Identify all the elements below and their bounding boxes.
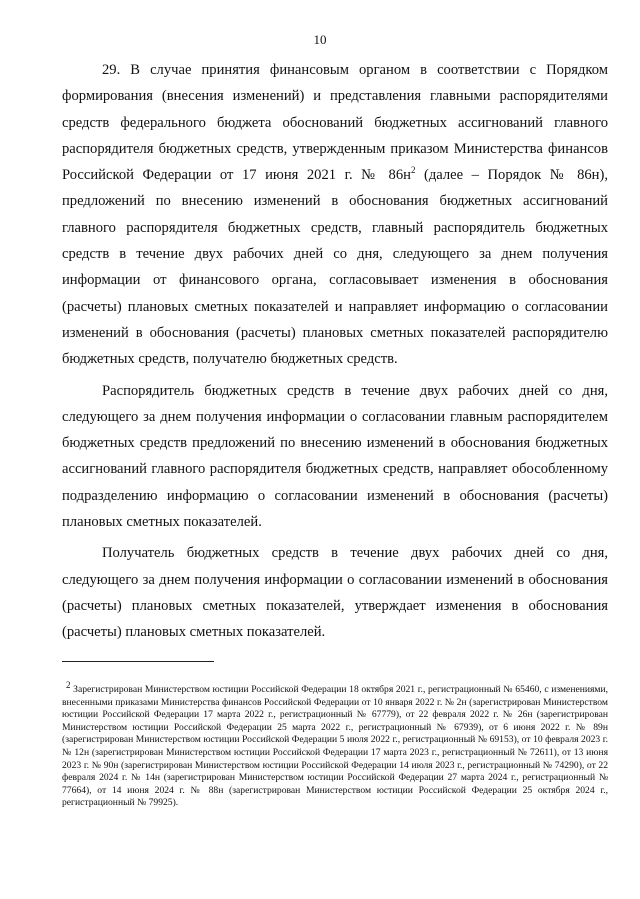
footnote-text: Зарегистрирован Министерством юстиции Российской Федерации 18 октября 2021 г., регистрационный № 65460, с изменениями, внесенными приказами Министерства финансов Российской Федерации от 10 января 2022 г. № 2н (зарегистрирован Министерством юстиции Российской Федерации 17 марта 2022 г., регистрационный № 67779), от 22 февраля 2022 г. № 26н (зарегистрирован Министерством юстиции Российской Федерации 25 марта 2022 г., регистрационный № 67939), от 6 июня 2022 г. № 89н (зарегистрирован Министерством юстиции Российской Федерации 5 июля 2022 г., регистрационный № 69153), от 10 февраля 2023 г. № 12н (зарегистрирован Министерством юстиции Российской Федерации 17 марта 2023 г., регистрационный № 72611), от 13 июня 2023 г. № 90н (зарегистрирован Министерством юстиции Российской Федерации 14 июля 2023 г., регистрационный № 74290), от 22 февраля 2024 г. № 14н (зарегистрирован Министерством юстиции Российской Федерации 27 марта 2024 г., регистрационный № 77664), от 14 июня 2024 г. № 88н (зарегистрирован Министерством юстиции Российской Федерации 25 октября 2024 г., регистрационный № 79925). xyxy=(62,684,608,809)
footnote-separator xyxy=(62,661,214,662)
paragraph-29-text-start: 29. В случае принятия финансовым органом в соответствии с Порядком формирования (внесения изменений) и представления главными распорядителями средств федерального бюджета обоснований бюджетных ассигнований главного распорядителя бюджетных средств, утвержденным приказом Министерства финансов Российской Федерации от 17 июня 2021 г. № 86н xyxy=(62,62,608,184)
page-number: 10 xyxy=(313,32,327,47)
footnote-paragraph xyxy=(62,679,608,810)
paragraph-29 xyxy=(62,57,608,373)
paragraph-recipient: Получатель бюджетных средств в течение двух рабочих дней со дня, следующего за днем получения информации о согласовании изменений в обоснования (расчеты) плановых сметных показателей, утверждает изменения в обоснования (расчеты) плановых сметных показателей. xyxy=(62,545,608,641)
paragraph-29-text-end: (далее – Порядок № 86н), предложений по внесению изменений в обоснования бюджетных ассигнований главного распорядителя бюджетных средств, главный распорядитель бюджетных средств в течение двух рабочих дней со дня, следующего за днем получения информации от финансового органа, согласовывает изменения в обоснования (расчеты) плановых сметных показателей и направляет информацию о согласовании изменений в обоснования (расчеты) плановых сметных показателей распорядителю бюджетных средств, получателю бюджетных средств. xyxy=(62,167,608,368)
body-text xyxy=(62,57,608,646)
footnote xyxy=(62,679,608,810)
footnote-marker: 2 xyxy=(66,679,71,690)
footnote-reference: 2 xyxy=(410,165,416,176)
paragraph-distributor: Распорядитель бюджетных средств в течение двух рабочих дней со дня, следующего за днем получения информации о согласовании главным распорядителем бюджетных средств предложений по внесению изменений в обоснования бюджетных ассигнований главного распорядителя бюджетных средств, направляет обособленному подразделению информацию о согласовании изменений в обоснования (расчеты) плановых сметных показателей. xyxy=(62,382,608,531)
